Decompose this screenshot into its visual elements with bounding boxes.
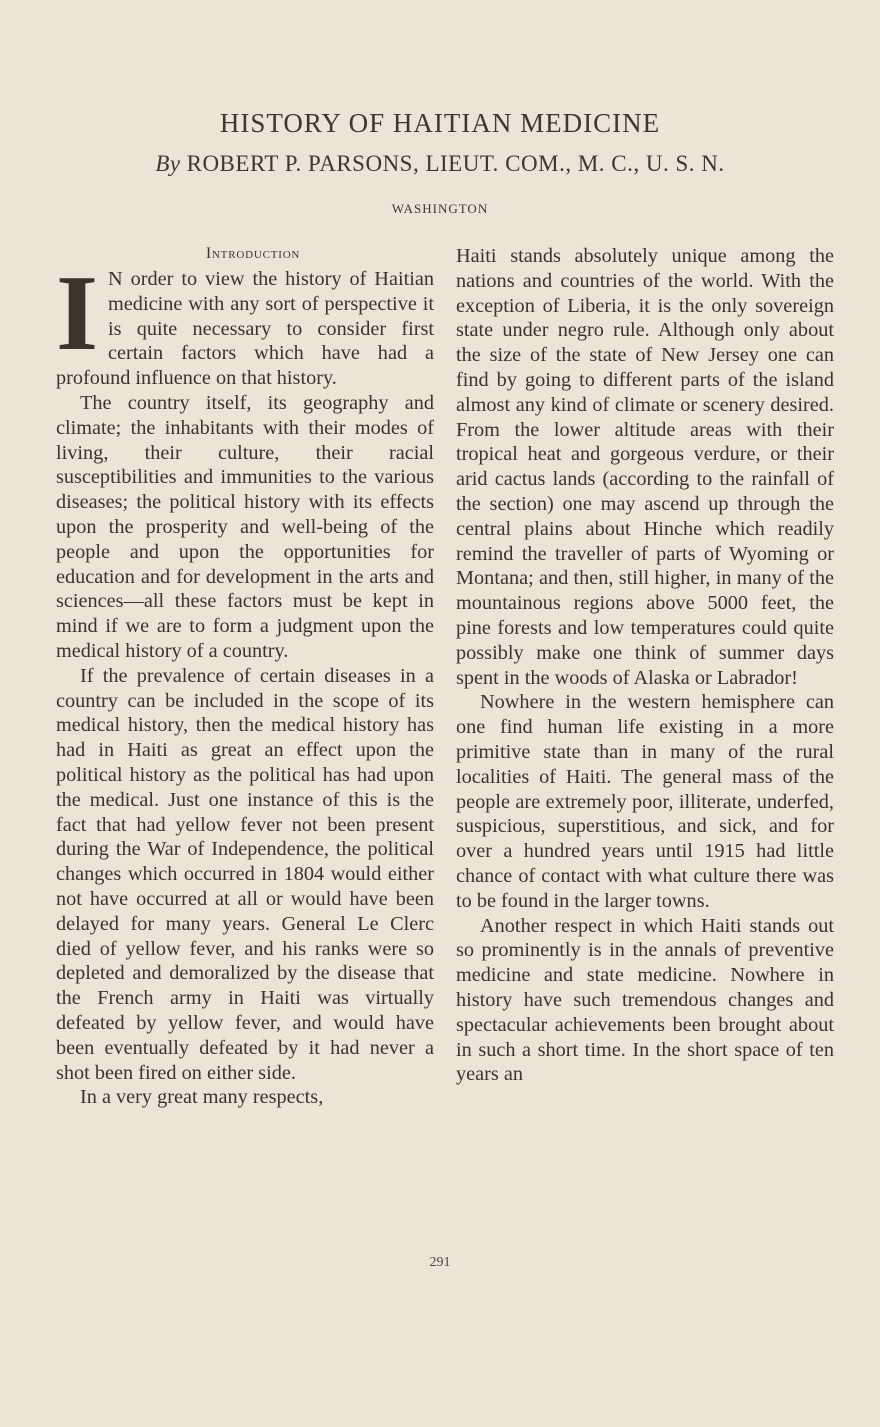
paragraph-intro [56, 254, 434, 391]
drop-cap: I [56, 254, 99, 373]
paragraph: If the prevalence of certain diseases in a country can be included in the scope of its medical history, then the medical history has had in Haiti as great an effect upon the political history as the political has had upon the medical. Just one instance of this is the fact that had yellow fever not been present during the War of Independence, the political changes which occurred in 1804 would either not have occurred at all or would have been delayed for many years. General Le Clerc died of yellow fever, and his ranks were so depleted and demoralized by the disease that the French army in Haiti was virtually defeated by yellow fever, and would have been eventually defeated by it had never a shot been fired on either side. [56, 664, 434, 1084]
byline-prefix: By [155, 151, 181, 176]
page-number: 291 [429, 1255, 451, 1270]
paragraph: Another respect in which Haiti stands out so prominently is in the annals of preventive medicine and state medicine. Nowhere in history have such tremendous changes and spectacular achievements been brought about in such a short time. In the short space of ten years an [456, 914, 834, 1086]
location-line: WASHINGTON [391, 201, 489, 216]
paragraph-intro-text: N order to view the history of Haitian medicine with any sort of perspective it is quite necessary to consider first certain factors which have had a profound influence on that history. [56, 268, 434, 390]
left-column [56, 243, 434, 1110]
paragraph: Haiti stands absolutely unique among the nations and countries of the world. With the exception of Liberia, it is the only sovereign state under negro rule. Although only about the size of the state of New Jersey one can find by going to different parts of the island almost any kind of climate or scenery desired. From the lower altitude areas with their tropical heat and gorgeous verdure, or their arid cactus lands (according to the rainfall of the section) one may ascend up through the central plains about Hinche which readily remind the traveller of parts of Wyoming or Montana; and then, still higher, in many of the mountainous regions above 5000 feet, the pine forests and low temperatures could quite possibly make one think of summer days spent in the woods of Alaska or Labrador! [456, 245, 834, 689]
byline [0, 151, 880, 177]
section-heading: Introduction [205, 245, 301, 262]
paragraph: Nowhere in the western hemisphere can one find human life existing in a more primitive state than in many of the rural localities of Haiti. The general mass of the people are extremely poor, illiterate, underfed, suspicious, superstitious, and sick, and for over a hundred years until 1915 had little chance of contact with what culture there was to be found in the larger towns. [456, 691, 834, 912]
article-title: HISTORY OF HAITIAN MEDICINE [219, 108, 661, 138]
paragraph: The country itself, its geography and climate; the inhabitants with their modes of living, their culture, their racial susceptibilities and immunities to the various diseases; the political history with its effects upon the prosperity and well-being of the people and upon the opportunities for education and for development in the arts and sciences—all these factors must be kept in mind if we are to form a judgment upon the medical history of a country. [56, 391, 434, 662]
paragraph: In a very great many respects, [80, 1086, 324, 1109]
author-line: ROBERT P. PARSONS, LIEUT. COM., M. C., U. S. N. [186, 151, 725, 176]
right-column [456, 244, 834, 1087]
